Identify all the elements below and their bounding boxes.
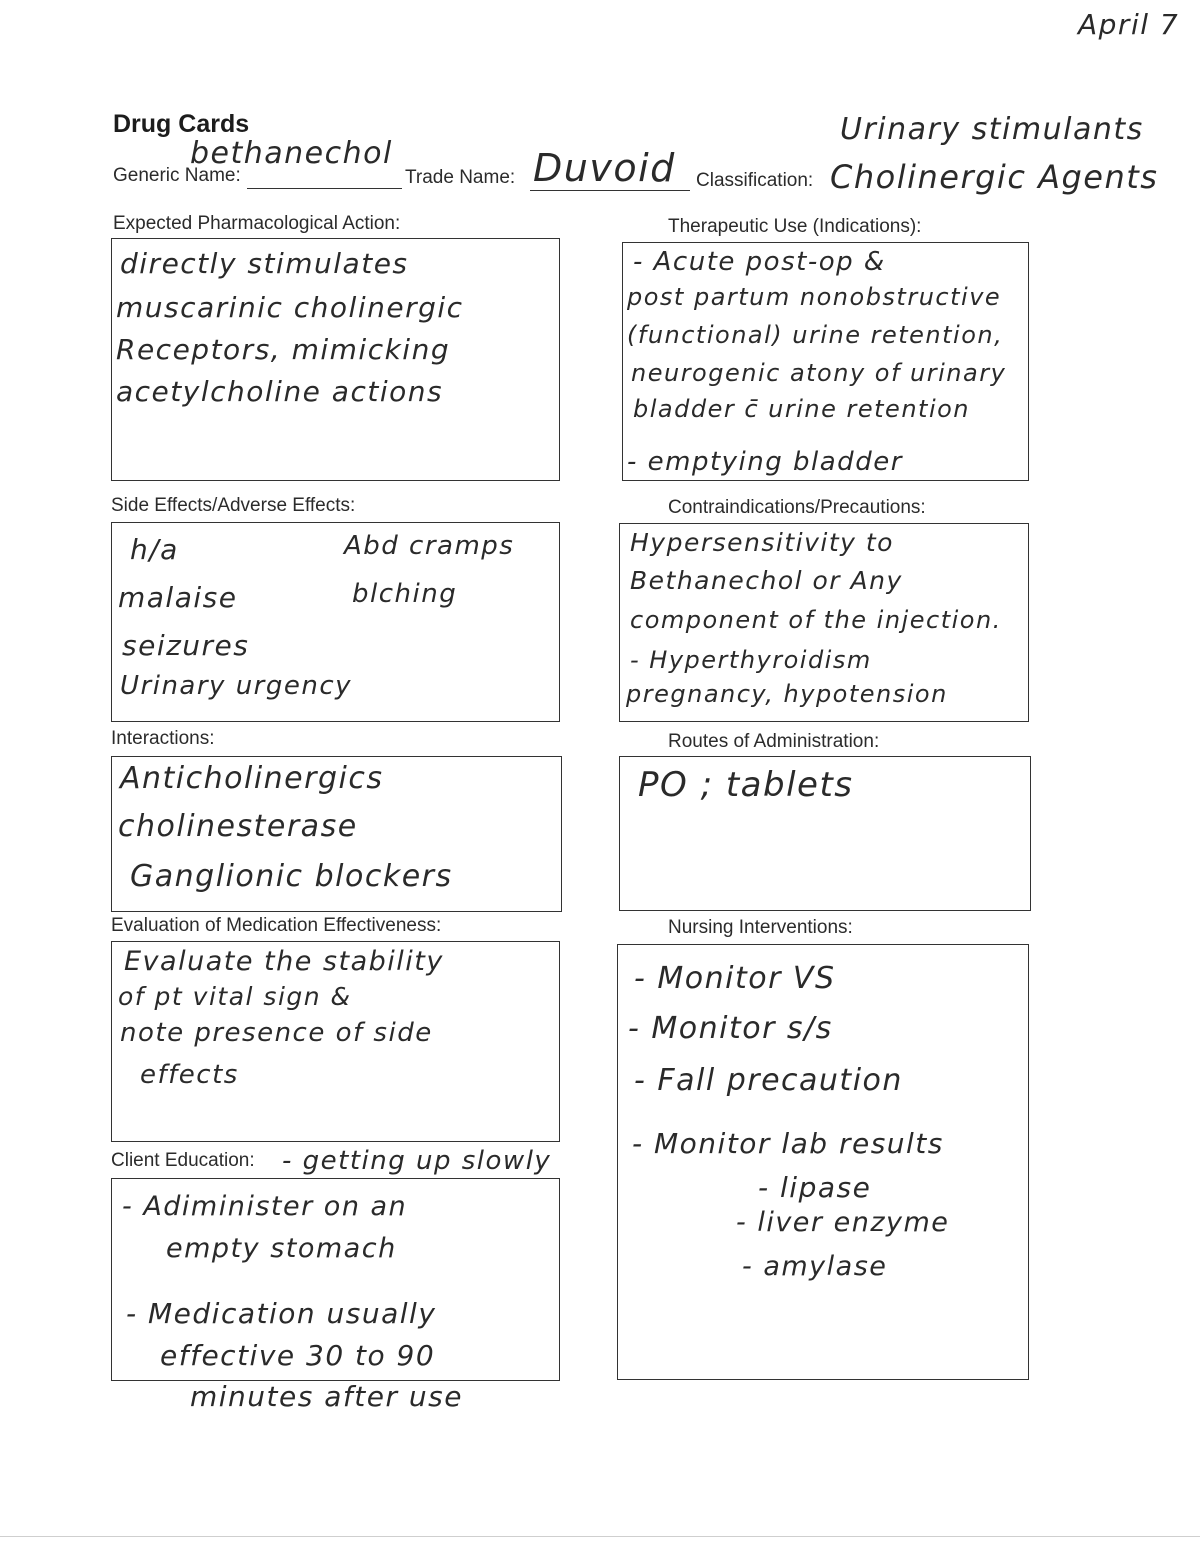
- side-effect-item: seizures: [122, 629, 250, 662]
- nursing-box: [617, 944, 1029, 1380]
- routes-label: Routes of Administration:: [668, 731, 880, 752]
- expected-action-line: muscarinic cholinergic: [116, 291, 464, 324]
- scan-edge: [0, 1536, 1200, 1537]
- interactions-box: [111, 756, 562, 912]
- side-effect-item: Urinary urgency: [120, 671, 353, 701]
- interaction-line: Ganglionic blockers: [130, 859, 453, 894]
- side-effect-item: h/a: [130, 533, 179, 566]
- therapeutic-use-line: neurogenic atony of urinary: [631, 359, 1007, 387]
- nursing-label: Nursing Interventions:: [668, 917, 853, 938]
- nursing-line: - liver enzyme: [736, 1207, 950, 1238]
- evaluation-label: Evaluation of Medication Effectiveness:: [111, 915, 442, 936]
- nursing-line: - lipase: [758, 1171, 872, 1204]
- nursing-line: - amylase: [742, 1251, 888, 1282]
- expected-action-line: Receptors, mimicking: [116, 333, 451, 366]
- trade-name-label: Trade Name:: [405, 167, 516, 188]
- contraindication-line: pregnancy, hypotension: [626, 680, 948, 708]
- nursing-line: - Monitor VS: [634, 961, 836, 996]
- client-education-line: - Medication usually: [126, 1297, 437, 1330]
- contraindication-line: - Hyperthyroidism: [630, 646, 872, 674]
- therapeutic-use-line: - Acute post-op &: [633, 247, 886, 277]
- trade-name-underline: [530, 190, 690, 191]
- evaluation-line: Evaluate the stability: [124, 946, 444, 977]
- interactions-label: Interactions:: [111, 728, 215, 749]
- therapeutic-use-line: bladder c̄ urine retention: [633, 395, 971, 423]
- expected-action-line: acetylcholine actions: [116, 375, 444, 408]
- side-effects-box: [111, 522, 560, 722]
- trade-name-value: Duvoid: [533, 146, 676, 190]
- evaluation-line: note presence of side: [120, 1018, 433, 1048]
- client-education-line: - Adiminister on an: [122, 1191, 408, 1222]
- nursing-line: - Monitor s/s: [628, 1011, 833, 1046]
- evaluation-box: [111, 941, 560, 1142]
- contraindication-line: Hypersensitivity to: [630, 528, 894, 557]
- therapeutic-use-line: (functional) urine retention,: [627, 321, 1004, 349]
- expected-action-label: Expected Pharmacological Action:: [113, 213, 401, 234]
- nursing-line: - Fall precaution: [634, 1063, 903, 1098]
- contraindication-line: component of the injection.: [630, 606, 1002, 634]
- therapeutic-use-line: post partum nonobstructive: [627, 283, 1002, 311]
- expected-action-line: directly stimulates: [120, 247, 409, 280]
- classification-note: Urinary stimulants: [840, 112, 1144, 147]
- generic-name-value: bethanechol: [190, 136, 393, 171]
- side-effect-item: Abd cramps: [344, 531, 515, 561]
- evaluation-line: effects: [140, 1060, 239, 1090]
- therapeutic-use-label: Therapeutic Use (Indications):: [668, 216, 922, 237]
- page-title: Drug Cards: [113, 110, 250, 138]
- therapeutic-use-line: - emptying bladder: [627, 447, 903, 477]
- generic-name-label: Generic Name:: [113, 165, 241, 186]
- therapeutic-use-box: [622, 242, 1029, 481]
- evaluation-line: of pt vital sign &: [118, 982, 352, 1011]
- client-education-label: Client Education:: [111, 1150, 255, 1171]
- contraindications-box: [619, 523, 1029, 722]
- client-education-box: [111, 1178, 560, 1381]
- expected-action-box: [111, 238, 560, 481]
- side-effect-item: malaise: [118, 581, 238, 614]
- interaction-line: cholinesterase: [118, 809, 358, 844]
- interaction-line: Anticholinergics: [120, 761, 384, 796]
- side-effect-item: blching: [352, 579, 458, 609]
- generic-name-underline: [247, 188, 402, 189]
- contraindications-label: Contraindications/Precautions:: [668, 497, 926, 518]
- client-education-line: empty stomach: [166, 1233, 397, 1264]
- client-education-note: - getting up slowly: [282, 1146, 552, 1176]
- classification-value: Cholinergic Agents: [830, 158, 1159, 196]
- contraindication-line: Bethanechol or Any: [630, 566, 903, 595]
- date-note: April 7: [1078, 8, 1180, 41]
- client-education-line: minutes after use: [190, 1380, 463, 1413]
- client-education-line: effective 30 to 90: [160, 1339, 436, 1372]
- routes-box: [619, 756, 1031, 911]
- classification-label: Classification:: [696, 170, 814, 191]
- side-effects-label: Side Effects/Adverse Effects:: [111, 495, 356, 516]
- nursing-line: - Monitor lab results: [632, 1127, 944, 1160]
- route-line: PO ; tablets: [638, 765, 854, 805]
